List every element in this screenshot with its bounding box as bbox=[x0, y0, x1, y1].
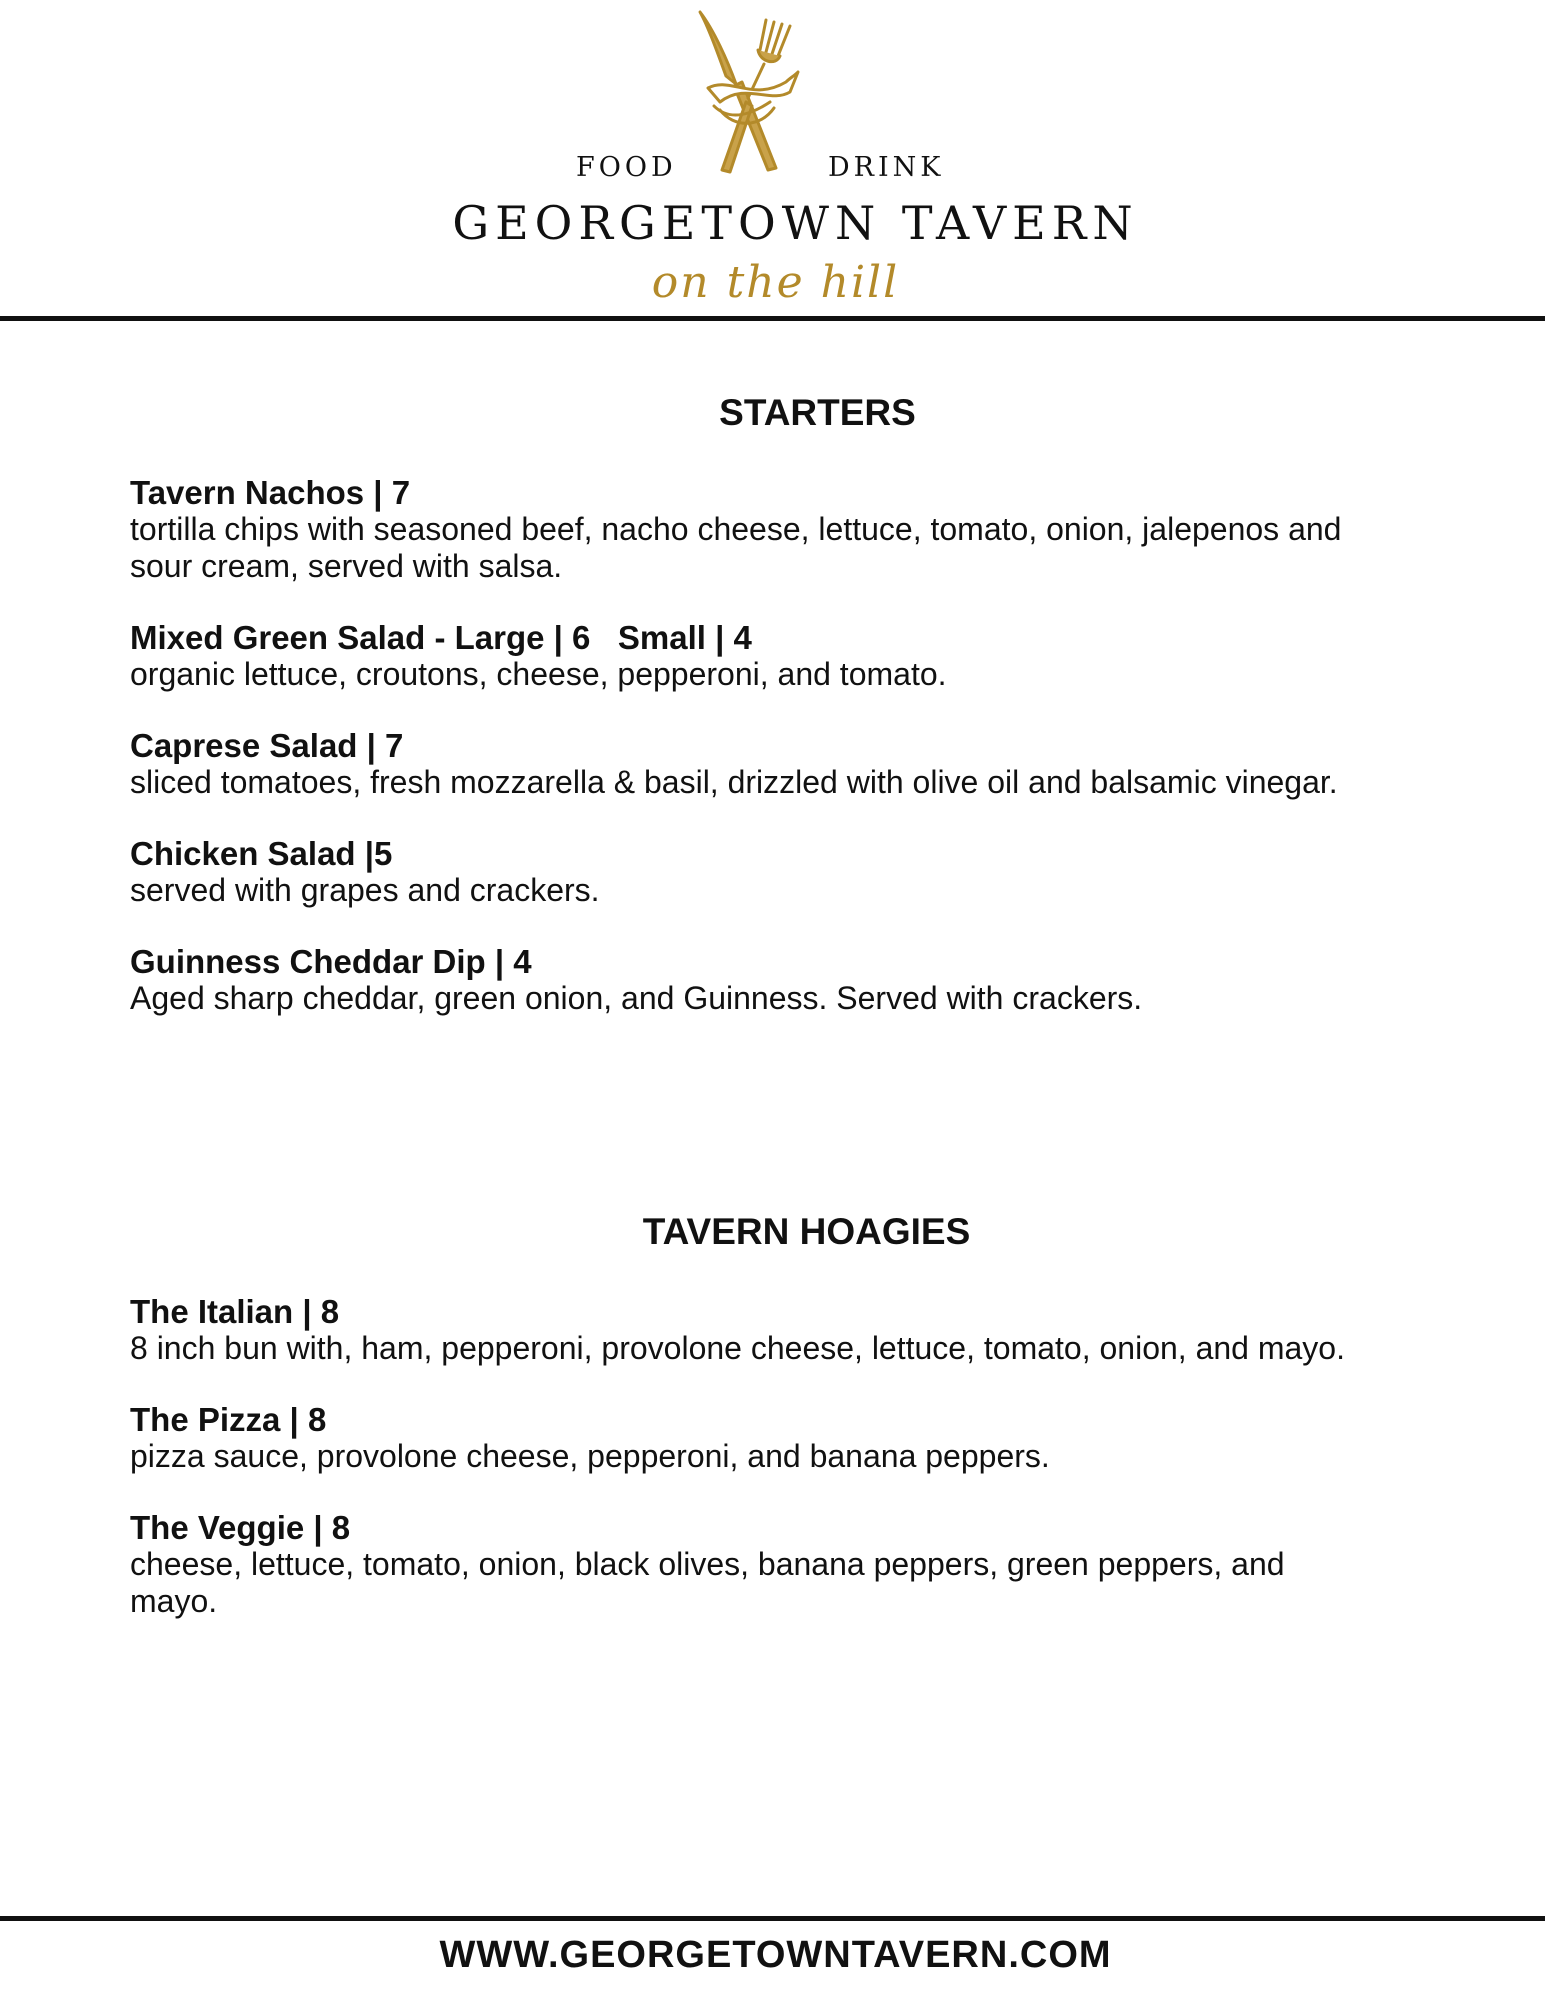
logo-drink-label: DRINK bbox=[828, 152, 945, 183]
logo-food-label: FOOD bbox=[576, 152, 677, 183]
menu-item bbox=[130, 474, 1390, 585]
item-description: sliced tomatoes, fresh mozzarella & basil, drizzled with olive oil and balsamic vinegar. bbox=[130, 764, 1338, 800]
website-link[interactable]: WWW.GEORGETOWNTAVERN.COM bbox=[439, 1934, 1112, 1976]
menu-item bbox=[130, 1509, 1390, 1620]
section-heading: TAVERN HOAGIES bbox=[642, 1211, 971, 1252]
menu-header bbox=[0, 0, 1545, 318]
restaurant-tagline: on the hill bbox=[651, 257, 900, 308]
starters-section bbox=[130, 392, 1390, 1051]
item-title: The Pizza | 8 bbox=[130, 1401, 327, 1438]
item-description: pizza sauce, provolone cheese, pepperoni, and banana peppers. bbox=[130, 1438, 1050, 1474]
item-title: Caprese Salad | 7 bbox=[130, 727, 404, 764]
menu-item bbox=[130, 835, 1390, 909]
menu-item bbox=[130, 1401, 1390, 1475]
crossed-fork-knife-ribbon-icon bbox=[690, 6, 800, 186]
item-title: The Italian | 8 bbox=[130, 1293, 340, 1330]
item-description: cheese, lettuce, tomato, onion, black olives, banana peppers, green peppers, and mayo. bbox=[130, 1546, 1285, 1619]
bottom-divider bbox=[0, 1916, 1545, 1921]
hoagies-section bbox=[130, 1211, 1390, 1654]
item-description: 8 inch bun with, ham, pepperoni, provolone cheese, lettuce, tomato, onion, and mayo. bbox=[130, 1330, 1345, 1366]
item-description: organic lettuce, croutons, cheese, pepperoni, and tomato. bbox=[130, 656, 947, 692]
item-title: Guinness Cheddar Dip | 4 bbox=[130, 943, 532, 980]
menu-item bbox=[130, 943, 1390, 1017]
item-description: served with grapes and crackers. bbox=[130, 872, 600, 908]
item-title: Chicken Salad |5 bbox=[130, 835, 393, 872]
item-title: The Veggie | 8 bbox=[130, 1509, 351, 1546]
item-description: tortilla chips with seasoned beef, nacho cheese, lettuce, tomato, onion, jalepenos and sour cream, served with salsa. bbox=[130, 511, 1342, 584]
item-title: Tavern Nachos | 7 bbox=[130, 474, 411, 511]
menu-item bbox=[130, 727, 1390, 801]
section-heading: STARTERS bbox=[719, 392, 916, 433]
menu-item bbox=[130, 1293, 1390, 1367]
menu-item bbox=[130, 619, 1390, 693]
item-description: Aged sharp cheddar, green onion, and Guinness. Served with crackers. bbox=[130, 980, 1143, 1016]
top-divider bbox=[0, 316, 1545, 321]
restaurant-name: GEORGETOWN TAVERN bbox=[452, 196, 1139, 250]
item-title: Mixed Green Salad - Large | 6 Small | 4 bbox=[130, 619, 752, 656]
